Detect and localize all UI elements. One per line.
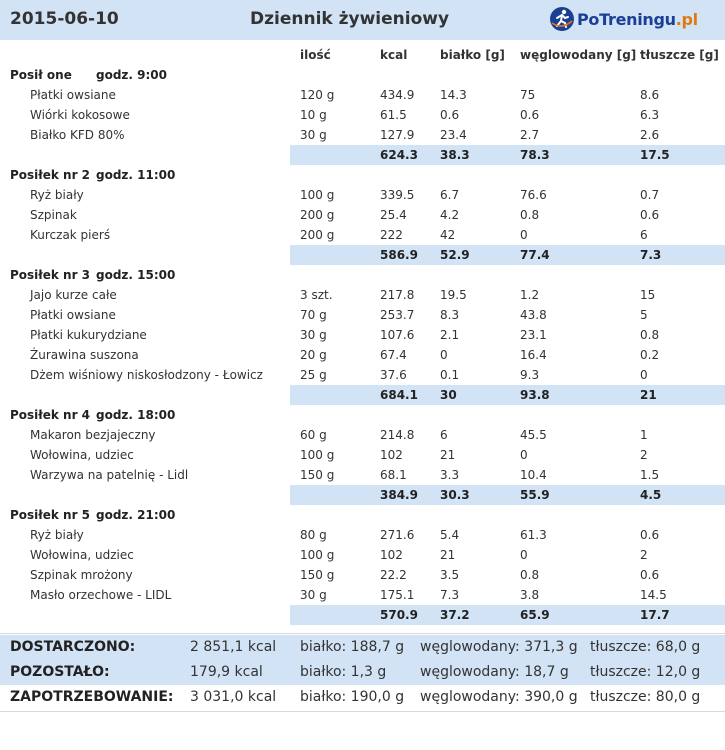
food-name: Szpinak mrożony [30, 568, 133, 582]
food-protein: 2.1 [440, 328, 460, 342]
column-header-kcal: kcal [380, 48, 408, 62]
food-row [0, 225, 725, 245]
food-kcal: 175.1 [380, 588, 415, 602]
food-kcal: 22.2 [380, 568, 407, 582]
total-fat: 21 [640, 388, 657, 402]
page-title: Dziennik żywieniowy [250, 9, 450, 29]
summary-protein: białko: 1,3 g [300, 664, 387, 680]
food-fat: 1.5 [640, 468, 660, 482]
food-protein: 21 [440, 548, 456, 562]
summary-label: ZAPOTRZEBOWANIE: [10, 689, 174, 705]
food-kcal: 339.5 [380, 188, 415, 202]
diary-date: 2015-06-10 [10, 9, 119, 29]
food-fat: 0.6 [640, 568, 660, 582]
column-header-carbs: węglowodany [g] [520, 48, 637, 62]
total-carbs: 55.9 [520, 488, 550, 502]
meal-time: godz. 15:00 [96, 268, 176, 282]
total-kcal: 586.9 [380, 248, 418, 262]
meal-header [0, 405, 725, 425]
food-row [0, 185, 725, 205]
food-kcal: 102 [380, 448, 403, 462]
food-qty: 120 g [300, 88, 335, 102]
food-carbs: 0.6 [520, 108, 540, 122]
food-name: Płatki kukurydziane [30, 328, 147, 342]
food-protein: 19.5 [440, 288, 467, 302]
food-fat: 2 [640, 448, 648, 462]
food-fat: 2.6 [640, 128, 660, 142]
food-row [0, 445, 725, 465]
food-fat: 0.2 [640, 348, 660, 362]
food-carbs: 0.8 [520, 208, 540, 222]
meal-total-row [0, 385, 725, 405]
food-name: Wiórki kokosowe [30, 108, 130, 122]
site-logo[interactable] [549, 5, 698, 33]
food-kcal: 434.9 [380, 88, 415, 102]
food-row [0, 305, 725, 325]
food-kcal: 107.6 [380, 328, 415, 342]
total-carbs: 77.4 [520, 248, 550, 262]
food-qty: 60 g [300, 428, 327, 442]
food-name: Ryż biały [30, 188, 84, 202]
food-name: Płatki owsiane [30, 308, 116, 322]
total-kcal: 624.3 [380, 148, 418, 162]
food-qty: 25 g [300, 368, 327, 382]
food-protein: 5.4 [440, 528, 460, 542]
food-row [0, 585, 725, 605]
total-band [290, 385, 725, 405]
food-row [0, 85, 725, 105]
food-name: Jajo kurze całe [30, 288, 117, 302]
food-name: Warzywa na patelnię - Lidl [30, 468, 189, 482]
food-name: Białko KFD 80% [30, 128, 125, 142]
food-row [0, 545, 725, 565]
food-carbs: 76.6 [520, 188, 547, 202]
page-header [0, 0, 725, 40]
food-row [0, 565, 725, 585]
food-qty: 150 g [300, 468, 335, 482]
food-carbs: 2.7 [520, 128, 540, 142]
food-kcal: 127.9 [380, 128, 415, 142]
summary-carbs: węglowodany: 18,7 g [420, 664, 569, 680]
food-row [0, 465, 725, 485]
meal-total-row [0, 605, 725, 625]
food-kcal: 37.6 [380, 368, 407, 382]
food-qty: 80 g [300, 528, 327, 542]
food-carbs: 0.8 [520, 568, 540, 582]
food-kcal: 68.1 [380, 468, 407, 482]
food-fat: 14.5 [640, 588, 667, 602]
food-fat: 0 [640, 368, 648, 382]
meal-name: Posiłek nr 5 [10, 508, 91, 522]
food-carbs: 23.1 [520, 328, 547, 342]
summary-label: POZOSTAŁO: [10, 664, 110, 680]
food-row [0, 525, 725, 545]
food-row [0, 345, 725, 365]
total-protein: 38.3 [440, 148, 470, 162]
logo-text [577, 10, 698, 29]
food-qty: 3 szt. [300, 288, 333, 302]
food-carbs: 16.4 [520, 348, 547, 362]
food-protein: 6.7 [440, 188, 460, 202]
food-kcal: 217.8 [380, 288, 415, 302]
food-carbs: 75 [520, 88, 536, 102]
summary-fat: tłuszcze: 68,0 g [590, 639, 701, 655]
food-kcal: 271.6 [380, 528, 415, 542]
total-protein: 30 [440, 388, 457, 402]
column-header-fat: tłuszcze [g] [640, 48, 719, 62]
food-row [0, 285, 725, 305]
summary-row-remaining [0, 660, 725, 685]
summary-fat: tłuszcze: 12,0 g [590, 664, 701, 680]
food-protein: 3.3 [440, 468, 460, 482]
meal-total-row [0, 145, 725, 165]
food-fat: 15 [640, 288, 656, 302]
food-carbs: 0 [520, 228, 528, 242]
food-carbs: 0 [520, 448, 528, 462]
food-row [0, 125, 725, 145]
total-kcal: 684.1 [380, 388, 418, 402]
column-header-protein: białko [g] [440, 48, 505, 62]
summary-kcal: 2 851,1 kcal [190, 639, 277, 655]
food-kcal: 67.4 [380, 348, 407, 362]
food-kcal: 214.8 [380, 428, 415, 442]
food-row [0, 425, 725, 445]
food-fat: 6.3 [640, 108, 660, 122]
total-fat: 17.5 [640, 148, 670, 162]
total-protein: 30.3 [440, 488, 470, 502]
summary-carbs: węglowodany: 390,0 g [420, 689, 578, 705]
meal-header [0, 505, 725, 525]
food-name: Żurawina suszona [30, 348, 139, 362]
food-qty: 100 g [300, 188, 335, 202]
food-name: Ryż biały [30, 528, 84, 542]
food-qty: 10 g [300, 108, 327, 122]
meal-name: Posiłek nr 3 [10, 268, 91, 282]
food-row [0, 205, 725, 225]
summary-kcal: 179,9 kcal [190, 664, 263, 680]
total-fat: 17.7 [640, 608, 670, 622]
food-protein: 14.3 [440, 88, 467, 102]
logo-tld: .pl [675, 9, 698, 29]
food-fat: 5 [640, 308, 648, 322]
summary-protein: białko: 190,0 g [300, 689, 405, 705]
food-carbs: 61.3 [520, 528, 547, 542]
food-qty: 30 g [300, 128, 327, 142]
food-row [0, 105, 725, 125]
food-protein: 8.3 [440, 308, 460, 322]
food-kcal: 253.7 [380, 308, 415, 322]
food-qty: 100 g [300, 448, 335, 462]
food-row [0, 325, 725, 345]
logo-name: PoTreningu [577, 9, 676, 29]
food-qty: 150 g [300, 568, 335, 582]
runner-icon [549, 6, 575, 32]
meal-header [0, 265, 725, 285]
food-name: Płatki owsiane [30, 88, 116, 102]
food-name: Wołowina, udziec [30, 548, 134, 562]
food-kcal: 222 [380, 228, 403, 242]
total-kcal: 384.9 [380, 488, 418, 502]
food-qty: 200 g [300, 228, 335, 242]
food-name: Masło orzechowe - LIDL [30, 588, 172, 602]
meal-header [0, 165, 725, 185]
food-fat: 0.8 [640, 328, 660, 342]
food-carbs: 0 [520, 548, 528, 562]
summary-row-delivered [0, 635, 725, 660]
food-protein: 0.1 [440, 368, 460, 382]
food-qty: 200 g [300, 208, 335, 222]
food-kcal: 61.5 [380, 108, 407, 122]
food-name: Kurczak pierś [30, 228, 111, 242]
food-fat: 8.6 [640, 88, 660, 102]
food-protein: 6 [440, 428, 448, 442]
column-header-qty: ilość [300, 48, 331, 62]
food-protein: 0.6 [440, 108, 460, 122]
food-fat: 6 [640, 228, 648, 242]
total-fat: 7.3 [640, 248, 662, 262]
food-carbs: 10.4 [520, 468, 547, 482]
meal-total-row [0, 245, 725, 265]
food-name: Makaron bezjajeczny [30, 428, 156, 442]
food-fat: 0.7 [640, 188, 660, 202]
meal-name: Posił one [10, 68, 72, 82]
food-kcal: 25.4 [380, 208, 407, 222]
food-name: Dżem wiśniowy niskosłodzony - Łowicz [30, 368, 263, 382]
food-carbs: 1.2 [520, 288, 540, 302]
food-name: Szpinak [30, 208, 77, 222]
food-protein: 0 [440, 348, 448, 362]
total-protein: 37.2 [440, 608, 470, 622]
summary-protein: białko: 188,7 g [300, 639, 405, 655]
food-carbs: 43.8 [520, 308, 547, 322]
summary-divider [0, 633, 725, 634]
food-carbs: 9.3 [520, 368, 540, 382]
food-qty: 100 g [300, 548, 335, 562]
summary-label: DOSTARCZONO: [10, 639, 136, 655]
meal-name: Posiłek nr 2 [10, 168, 91, 182]
meal-total-row [0, 485, 725, 505]
total-kcal: 570.9 [380, 608, 418, 622]
summary-row-requirement [0, 685, 725, 710]
food-qty: 20 g [300, 348, 327, 362]
food-protein: 21 [440, 448, 456, 462]
meal-name: Posiłek nr 4 [10, 408, 91, 422]
food-kcal: 102 [380, 548, 403, 562]
meal-time: godz. 9:00 [96, 68, 167, 82]
total-carbs: 65.9 [520, 608, 550, 622]
food-fat: 2 [640, 548, 648, 562]
food-qty: 30 g [300, 588, 327, 602]
food-carbs: 45.5 [520, 428, 547, 442]
summary-carbs: węglowodany: 371,3 g [420, 639, 578, 655]
food-name: Wołowina, udziec [30, 448, 134, 462]
meal-time: godz. 21:00 [96, 508, 176, 522]
meal-header [0, 65, 725, 85]
food-protein: 23.4 [440, 128, 467, 142]
food-protein: 42 [440, 228, 456, 242]
food-fat: 0.6 [640, 208, 660, 222]
summary-kcal: 3 031,0 kcal [190, 689, 277, 705]
food-qty: 30 g [300, 328, 327, 342]
food-fat: 1 [640, 428, 648, 442]
total-fat: 4.5 [640, 488, 662, 502]
meal-time: godz. 18:00 [96, 408, 176, 422]
food-carbs: 3.8 [520, 588, 540, 602]
summary-fat: tłuszcze: 80,0 g [590, 689, 701, 705]
food-protein: 7.3 [440, 588, 460, 602]
food-qty: 70 g [300, 308, 327, 322]
total-carbs: 93.8 [520, 388, 550, 402]
total-carbs: 78.3 [520, 148, 550, 162]
food-fat: 0.6 [640, 528, 660, 542]
total-protein: 52.9 [440, 248, 470, 262]
food-protein: 4.2 [440, 208, 460, 222]
food-protein: 3.5 [440, 568, 460, 582]
food-row [0, 365, 725, 385]
summary-bottom-divider [0, 711, 725, 712]
meal-time: godz. 11:00 [96, 168, 176, 182]
